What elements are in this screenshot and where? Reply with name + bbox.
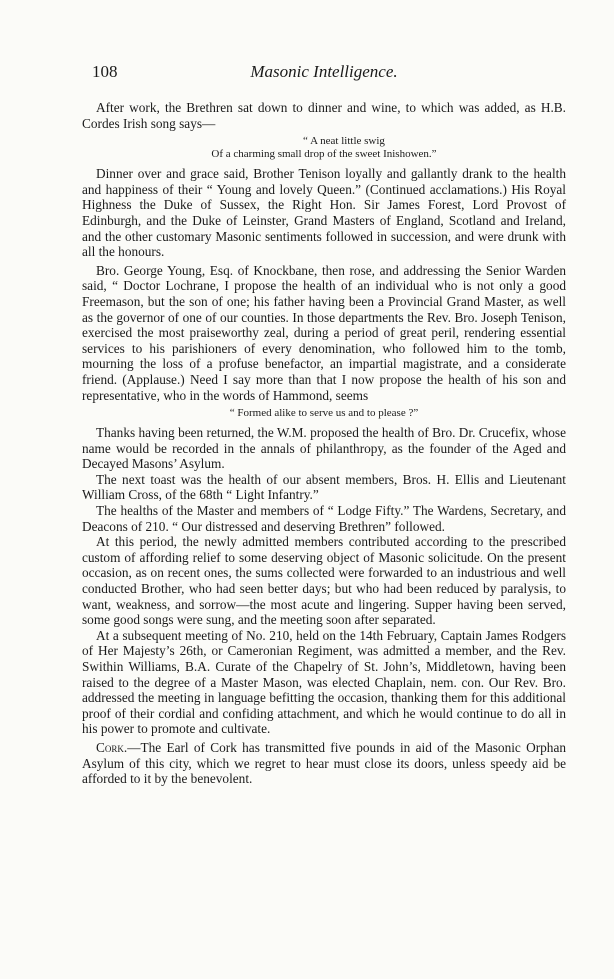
running-title: Masonic Intelligence. — [250, 62, 398, 81]
verse-quote — [82, 135, 566, 161]
verse-line-1: “ A neat little swig — [303, 135, 385, 148]
paragraph-dinner-toasts: Dinner over and grace said, Brother Tenison loyally and gallantly drank to the health and happiness of their “ Young and lovely Queen.” (Continued acclamations.) His Royal Highness the Duke of Sussex, the Right Hon. Sir James Forest, Lord Provost of Edinburgh, and the Duke of Leinster, Grand Masters of England, Scotland and Ireland, and the other customary Masonic sentiments followed in succession, and were drunk with all the honours. — [82, 166, 566, 260]
cork-lead-word: Cork. — [96, 739, 128, 755]
page-number: 108 — [92, 62, 118, 81]
paragraph-cork — [82, 740, 566, 787]
paragraph-george-young-speech: Bro. George Young, Esq. of Knockbane, then rose, and addressing the Senior Warden said, “ Doctor Lochrane, I propose the health of an individual who is not only a good Freemason, but the son of one; his father having been a Provincial Grand Master, as well as the governor of one of our counties. In those departments the Rev. Bro. Joseph Tenison, exercised the most praiseworthy zeal, during a period of great peril, rendering essential services to his parishioners of every denomination, who followed him to the tomb, mourning the loss of a profuse benefactor, an impartial magistrate, and a considerate friend. (Applause.) Need I say more than that I now propose the health of his son and representative, who in the words of Hammond, seems — [82, 262, 566, 403]
cork-text: —The Earl of Cork has transmitted five pounds in aid of the Masonic Orphan Asylum of this city, which we regret to hear must close its doors, unless speedy aid be afforded to it by the benevolent. — [82, 739, 566, 787]
hammond-quote: “ Formed alike to serve us and to please ?” — [229, 407, 419, 420]
paragraph-lodge-fifty: The healths of the Master and members of “ Lodge Fifty.” The Wardens, Secretary, and Deacons of 210. “ Our distressed and deserving Brethren” followed. — [82, 503, 566, 534]
paragraph-relief-collection: At this period, the newly admitted members contributed according to the prescribed custom of affording relief to some deserving object of Masonic solicitude. On the present occasion, as on recent ones, the sums collected were forwarded to an industrious and well conducted Brother, who had seen better days; but who had been reduced by paralysis, to want, weakness, and sorrow—the most acute and lingering. Supper having been served, some good songs were sung, and the meeting soon after separated. — [82, 534, 566, 628]
verse-line-2: Of a charming small drop of the sweet Inishowen.” — [211, 148, 437, 161]
page-header — [82, 62, 566, 88]
paragraph-absent-members: The next toast was the health of our absent members, Bros. H. Ellis and Lieutenant William Cross, of the 68th “ Light Infantry.” — [82, 471, 566, 503]
paragraph-subsequent-meeting: At a subsequent meeting of No. 210, held on the 14th February, Captain James Rodgers of Her Majesty’s 26th, or Cameronian Regiment, was admitted a member, and the Rev. Swithin Williams, B.A. Curate of the Chapelry of St. John’s, Middletown, having been raised to the degree of a Master Mason, was elected Chaplain, nem. con. Our Rev. Bro. addressed the meeting in language befitting the occasion, thanking them for this additional proof of their cordial and confiding attachment, and which he would continue to do all in his power to promote and cultivate. — [82, 627, 566, 737]
page — [82, 62, 566, 787]
paragraph-after-work: After work, the Brethren sat down to dinner and wine, to which was added, as H.B. Cordes Irish song says— — [82, 100, 566, 131]
paragraph-crucefix-health: Thanks having been returned, the W.M. proposed the health of Bro. Dr. Crucefix, whose name would be recorded in the annals of philanthropy, as the founder of the Aged and Decayed Masons’ Asylum. — [82, 425, 566, 472]
